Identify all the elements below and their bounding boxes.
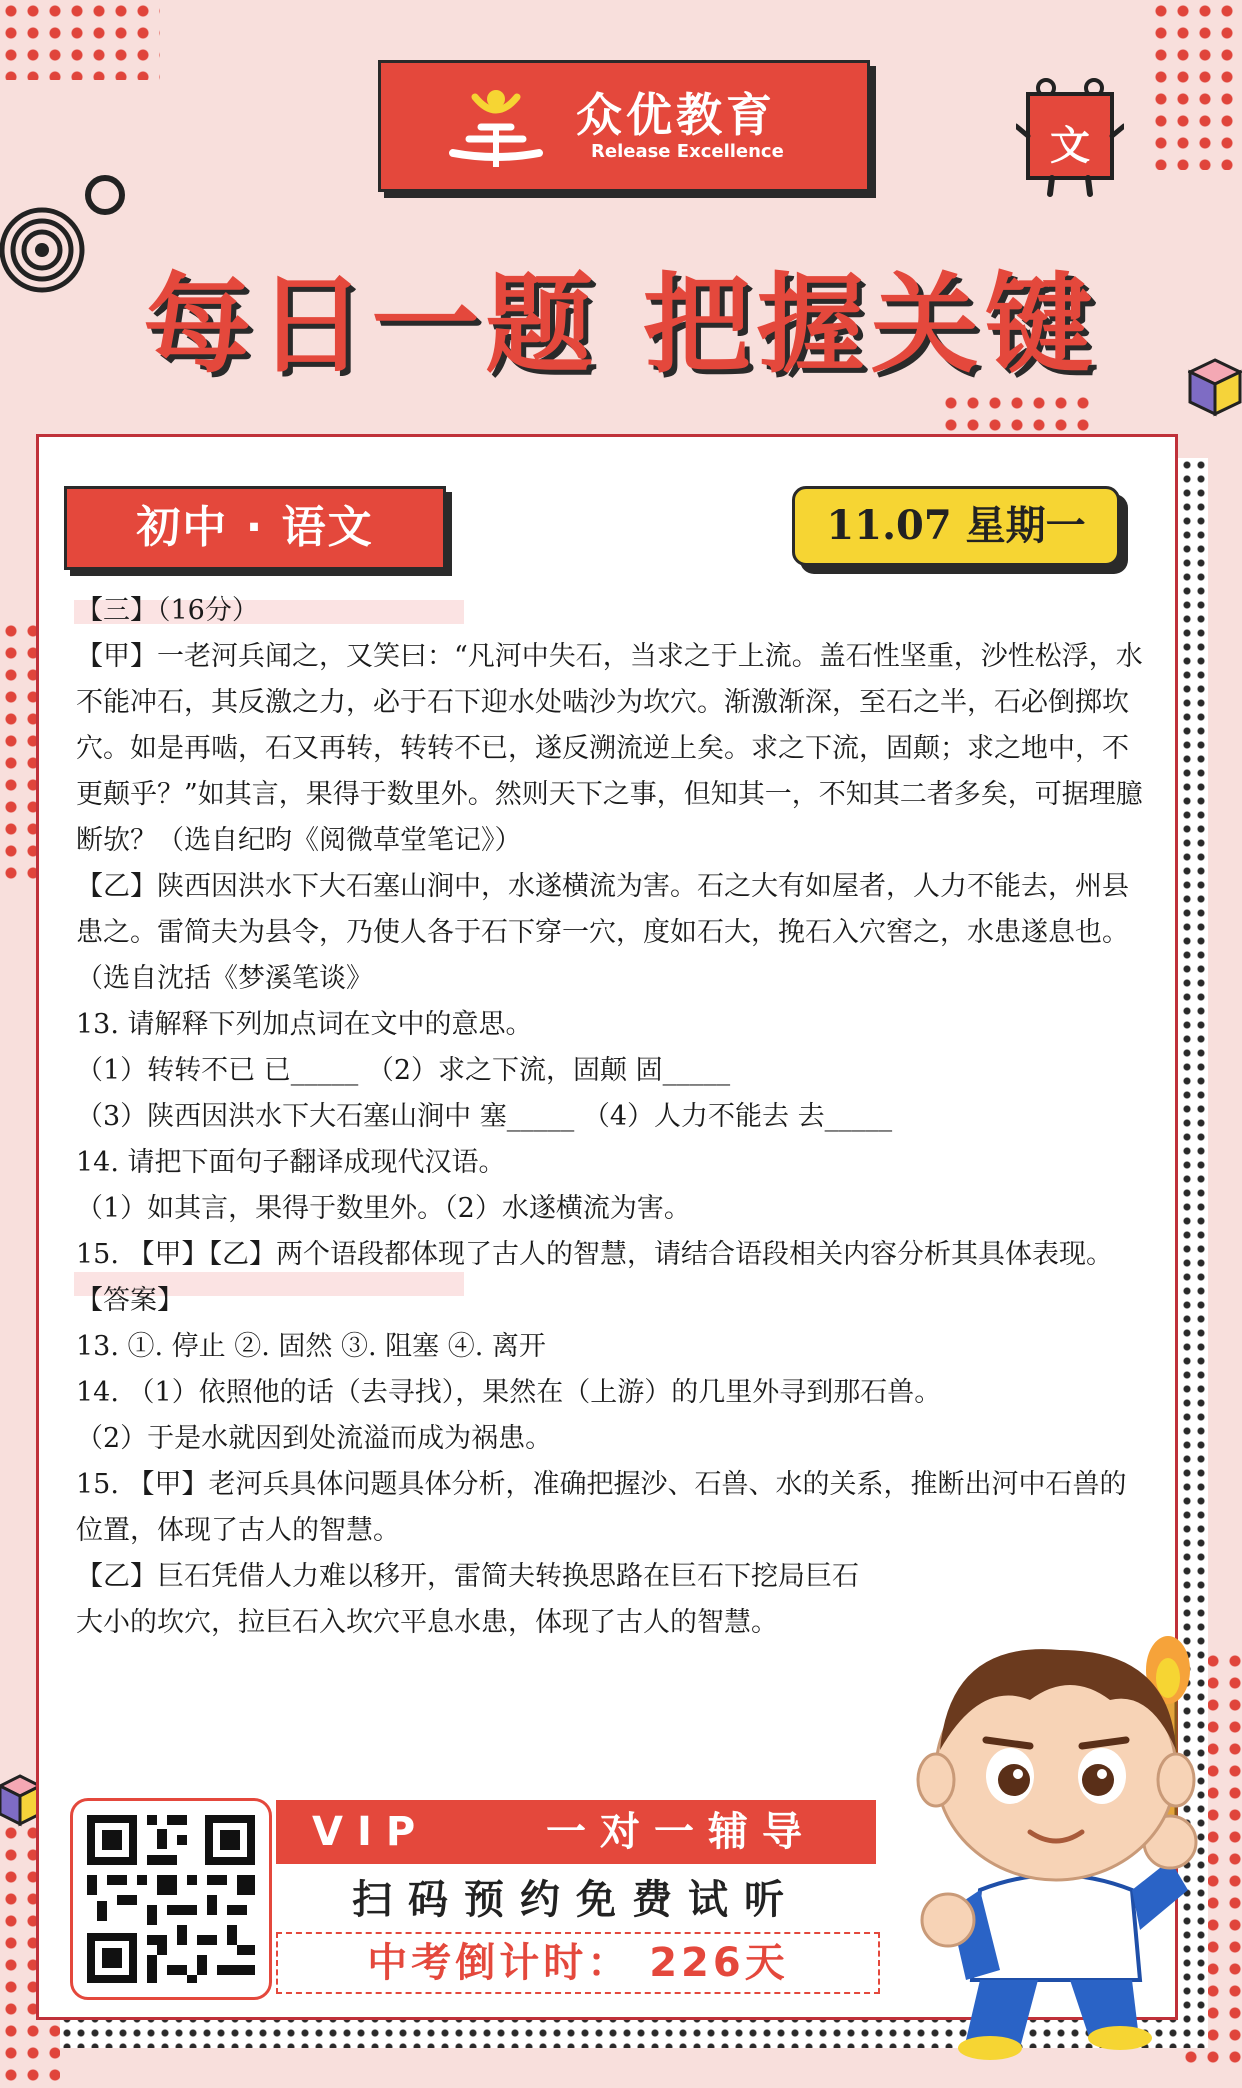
subject-book-label: 文: [1050, 123, 1090, 169]
decor-dots-mid-right: [940, 392, 1090, 432]
section-title: 【三】（16分）: [76, 595, 259, 626]
answer-15-yi-2: 大小的坎穴，拉巨石入坎穴平息水患，体现了古人的智慧。: [76, 1607, 778, 1638]
question-13-line-1: （1）转转不已 已_____ （2）求之下流，固颠 固_____: [76, 1055, 731, 1086]
passage-yi: 【乙】陕西因洪水下大石塞山涧中，水遂横流为害。石之大有如屋者，人力不能去，州县患之。雷简夫为县令，乃使人各于石下穿一穴，度如石大，挽石入穴窖之，水患遂息也。（选自沈括《梦溪笔谈》: [76, 871, 1129, 994]
answer-14-2: （2）于是水就因到处流溢而成为祸患。: [76, 1423, 553, 1454]
tutoring-label: 一对一辅导: [546, 1809, 816, 1855]
page-headline: 每日一题 把握关键: [143, 263, 1099, 388]
answer-15-yi-1: 【乙】巨石凭借人力难以移开，雷简夫转换思路在巨石下挖局巨石: [76, 1561, 859, 1592]
brand-tagline: Release Excellence: [591, 141, 784, 162]
answer-13: 13. ①. 停止 ②. 固然 ③. 阻塞 ④. 离开: [76, 1331, 546, 1362]
exam-countdown: 中考倒计时： 226天: [276, 1932, 880, 1994]
answer-14-1: 14. （1）依照他的话（去寻找），果然在（上游）的几里外寻到那石兽。: [76, 1377, 942, 1408]
brand-logo-icon: [441, 83, 551, 169]
subject-tab: 初中 · 语文: [64, 486, 446, 570]
qr-code[interactable]: [70, 1798, 272, 2000]
question-13-line-2: （3）陕西因洪水下大石塞山涧中 塞_____ （4）人力不能去 去_____: [76, 1101, 893, 1132]
decor-dots-top-right: [1150, 0, 1242, 170]
brand-name: 众优教育: [576, 88, 776, 142]
decor-dots-top-left: [0, 0, 160, 80]
question-14-line-1: （1）如其言，果得于数里外。（2）水遂横流为害。: [76, 1193, 691, 1224]
question-13: 13. 请解释下列加点词在文中的意思。: [76, 1009, 533, 1040]
vip-banner: [276, 1800, 876, 1864]
passage-jia: 【甲】一老河兵闻之，又笑曰：“凡河中失石，当求之于上流。盖石性坚重，沙性松浮，水不能冲石，其反激之力，必于石下迎水处啮沙为坎穴。渐激渐深，至石之半，石必倒掷坎穴。如是再啮，石又再转，转转不已，遂反溯流逆上矣。求之下流，固颠；求之地中，不更颠乎？”如其言，果得于数里外。然则天下之事，但知其一，不知其二者多矣，可据理臆断欤？（选自纪昀《阅微草堂笔记》）: [76, 641, 1143, 856]
brand-logo-banner: [378, 60, 870, 192]
qr-code-icon: [73, 1801, 269, 1997]
free-trial-text: 扫码预约免费试听: [352, 1877, 800, 1923]
question-content: [76, 588, 1146, 1646]
mascot-boy-illustration: [870, 1560, 1242, 2060]
ring-decor: [82, 172, 128, 218]
answer-heading: 【答案】: [76, 1285, 184, 1316]
question-15: 15. 【甲】【乙】两个语段都体现了古人的智慧，请结合语段相关内容分析其具体表现。: [76, 1239, 1114, 1270]
question-14: 14. 请把下面句子翻译成现代汉语。: [76, 1147, 506, 1178]
date-tab: 11.07 星期一: [792, 486, 1120, 566]
answer-15-jia: 15. 【甲】老河兵具体问题具体分析，准确把握沙、石兽、水的关系，推断出河中石兽的位置，体现了古人的智慧。: [76, 1469, 1127, 1546]
decor-dots-left-side: [0, 620, 36, 880]
vip-label: VIP: [312, 1809, 430, 1855]
